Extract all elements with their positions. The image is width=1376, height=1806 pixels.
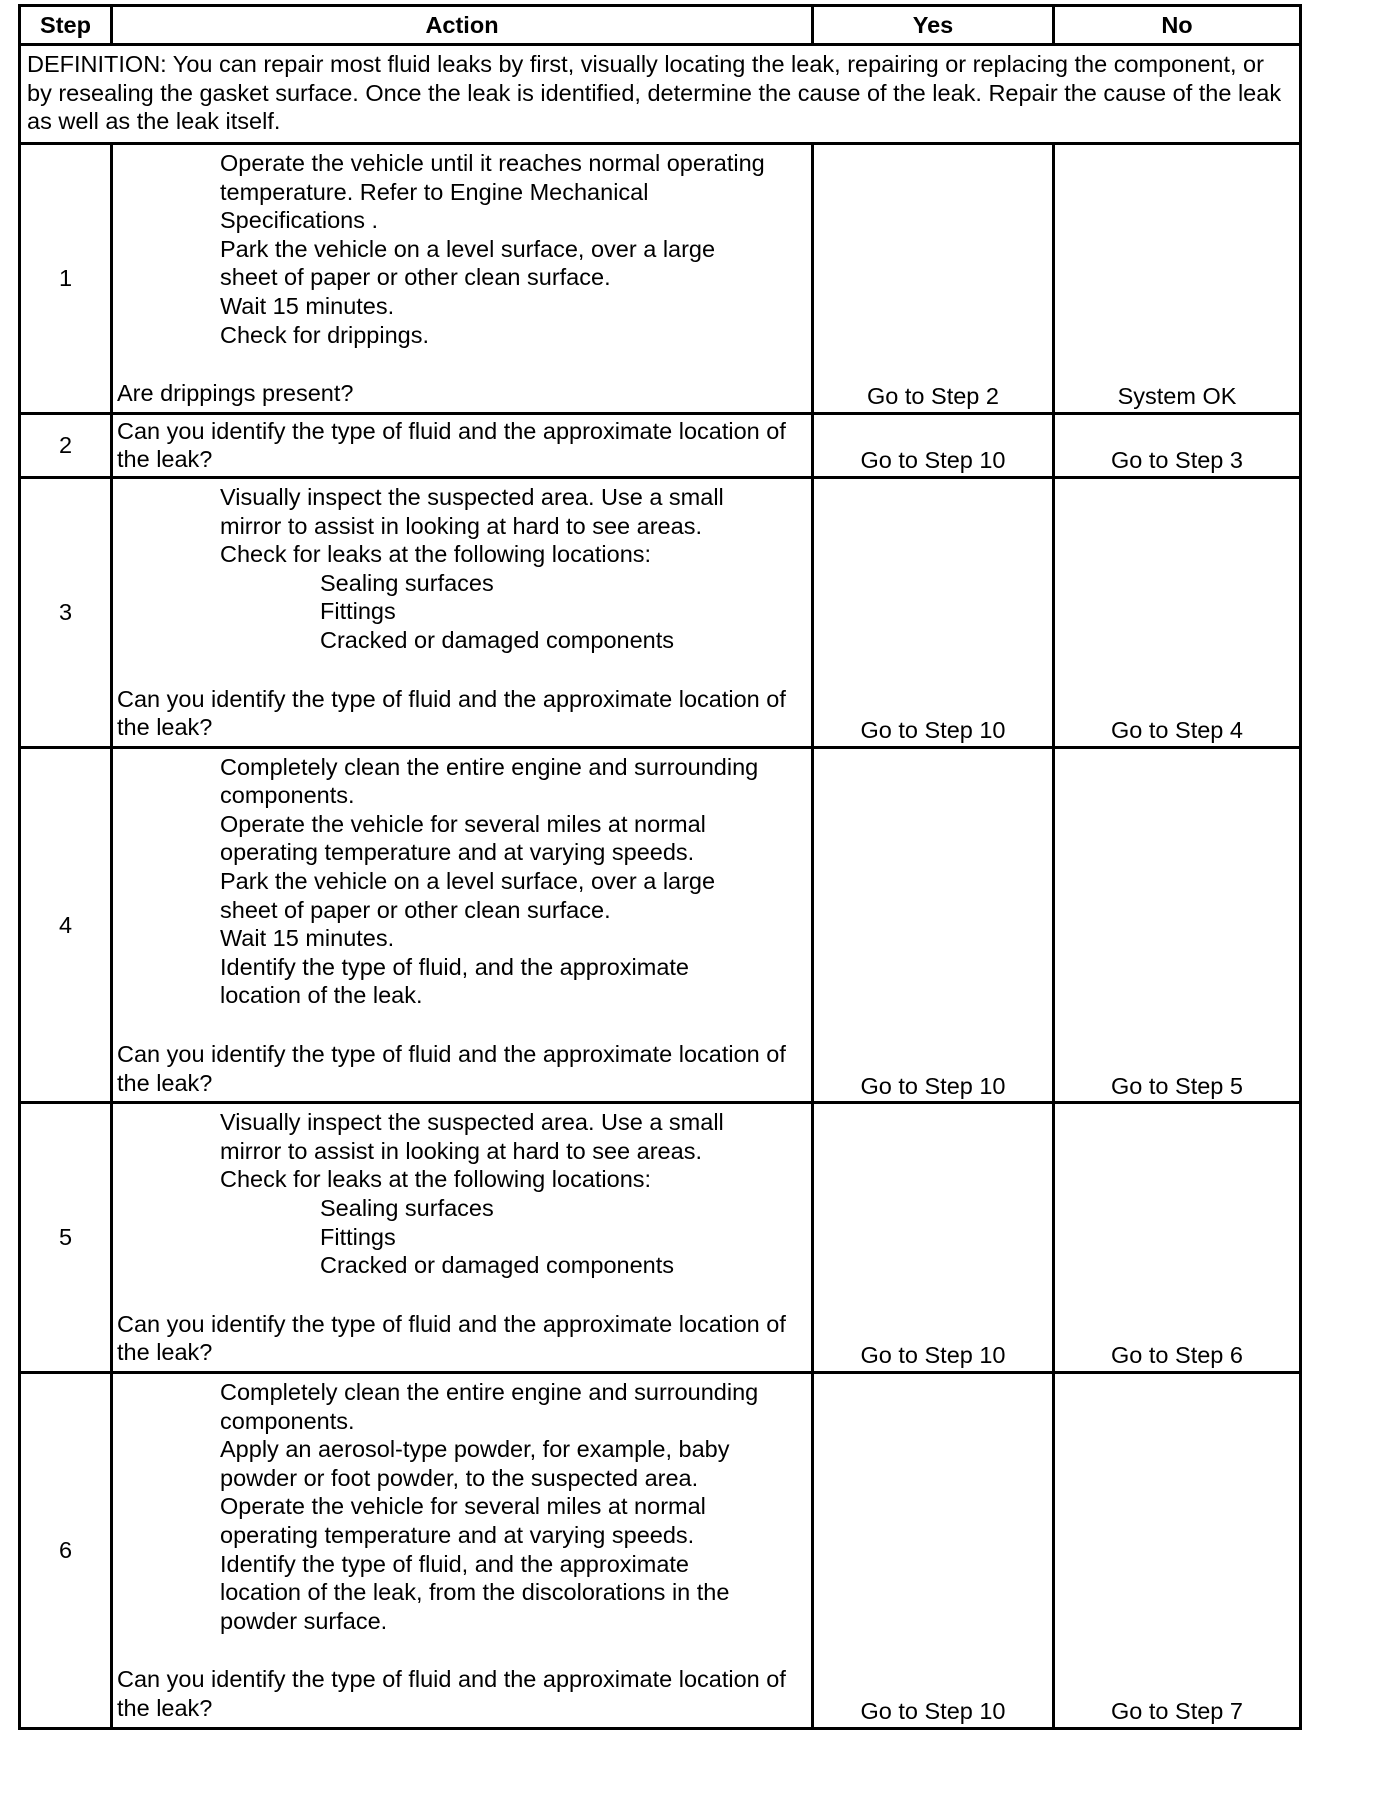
instruction-line: Completely clean the entire engine and surrounding xyxy=(220,753,759,780)
no-result: Go to Step 7 xyxy=(1054,1372,1301,1728)
no-result: Go to Step 5 xyxy=(1054,747,1301,1103)
instruction-line: mirror to assist in looking at hard to see areas. xyxy=(220,1137,702,1164)
instruction-line: components. xyxy=(220,1407,355,1434)
instruction-line: Check for leaks at the following locations: xyxy=(220,1166,652,1193)
diagnostic-table xyxy=(18,4,1302,1730)
action-instructions xyxy=(117,753,805,1010)
instruction-line: operating temperature and at varying speeds. xyxy=(220,1521,695,1548)
location-item: Fittings xyxy=(320,598,396,625)
instruction-line: Specifications . xyxy=(220,207,379,234)
instruction-line: Apply an aerosol-type powder, for example, baby xyxy=(220,1436,730,1463)
step-number: 5 xyxy=(20,1103,112,1373)
instruction-line: operating temperature and at varying speeds. xyxy=(220,839,695,866)
yes-result: Go to Step 10 xyxy=(813,1103,1054,1373)
step-row-3 xyxy=(20,477,1301,747)
instruction-line: sheet of paper or other clean surface. xyxy=(220,264,611,291)
step-number: 1 xyxy=(20,144,112,414)
step-row-6 xyxy=(20,1372,1301,1728)
instruction-line: sheet of paper or other clean surface. xyxy=(220,896,611,923)
instruction-line: Operate the vehicle for several miles at normal xyxy=(220,1493,706,1520)
instruction-line: Identify the type of fluid, and the approximate xyxy=(220,953,689,980)
instruction-line: Visually inspect the suspected area. Use a small xyxy=(220,483,724,510)
instruction-line: Operate the vehicle until it reaches normal operating xyxy=(220,150,765,176)
instruction-line: location of the leak. xyxy=(220,982,423,1009)
instruction-line: Wait 15 minutes. xyxy=(220,925,395,952)
instruction-line: Check for drippings. xyxy=(220,321,429,348)
definition-row xyxy=(20,45,1301,144)
header-yes: Yes xyxy=(813,6,1054,45)
instruction-line: powder or foot powder, to the suspected area. xyxy=(220,1464,699,1491)
no-result: Go to Step 6 xyxy=(1054,1103,1301,1373)
action-instructions xyxy=(117,1108,805,1280)
instruction-line: Visually inspect the suspected area. Use a small xyxy=(220,1109,724,1136)
location-item: Cracked or damaged components xyxy=(320,626,675,653)
step-row-2 xyxy=(20,413,1301,477)
header-step: Step xyxy=(20,6,112,45)
action-cell xyxy=(112,413,813,477)
action-question: Can you identify the type of fluid and the approximate location of the leak? xyxy=(117,1666,786,1721)
action-instructions xyxy=(117,149,805,349)
location-item: Fittings xyxy=(320,1223,396,1250)
action-instructions xyxy=(117,1378,805,1635)
instruction-line: mirror to assist in looking at hard to see areas. xyxy=(220,512,702,539)
step-number: 4 xyxy=(20,747,112,1103)
instruction-line: Wait 15 minutes. xyxy=(220,292,395,319)
step-row-1 xyxy=(20,144,1301,414)
location-item: Sealing surfaces xyxy=(320,569,494,596)
action-cell xyxy=(112,144,813,414)
action-cell xyxy=(112,477,813,747)
instruction-line: Completely clean the entire engine and surrounding xyxy=(220,1378,759,1405)
header-action: Action xyxy=(112,6,813,45)
definition-text: DEFINITION: You can repair most fluid leaks by first, visually locating the leak, repairing or replacing the component, or by resealing the gasket surface. Once the leak is identified, determine the cause of the leak. Repair the cause of the leak as well as the leak itself. xyxy=(20,45,1301,144)
instruction-line: Park the vehicle on a level surface, over a large xyxy=(220,868,716,895)
step-number: 3 xyxy=(20,477,112,747)
instruction-line: Operate the vehicle for several miles at normal xyxy=(220,810,706,837)
action-question: Are drippings present? xyxy=(117,380,354,407)
yes-result: Go to Step 10 xyxy=(813,1372,1054,1728)
instruction-line: powder surface. xyxy=(220,1607,388,1634)
instruction-line: location of the leak, from the discolorations in the xyxy=(220,1579,730,1606)
location-item: Cracked or damaged components xyxy=(320,1252,675,1279)
instruction-line: temperature. Refer to Engine Mechanical xyxy=(220,178,649,205)
no-result: System OK xyxy=(1054,144,1301,414)
step-number: 6 xyxy=(20,1372,112,1728)
action-instructions xyxy=(117,483,805,655)
step-row-5 xyxy=(20,1103,1301,1373)
instruction-line: Check for leaks at the following locations: xyxy=(220,541,652,568)
action-cell xyxy=(112,1103,813,1373)
yes-result: Go to Step 10 xyxy=(813,747,1054,1103)
yes-result: Go to Step 2 xyxy=(813,144,1054,414)
no-result: Go to Step 3 xyxy=(1054,413,1301,477)
instruction-line: Park the vehicle on a level surface, over a large xyxy=(220,235,716,262)
action-cell xyxy=(112,747,813,1103)
no-result: Go to Step 4 xyxy=(1054,477,1301,747)
header-no: No xyxy=(1054,6,1301,45)
location-item: Sealing surfaces xyxy=(320,1195,494,1221)
action-question: Can you identify the type of fluid and the approximate location of the leak? xyxy=(117,1310,786,1366)
action-question: Can you identify the type of fluid and the approximate location of the leak? xyxy=(117,1041,786,1096)
step-row-4 xyxy=(20,747,1301,1103)
yes-result: Go to Step 10 xyxy=(813,477,1054,747)
action-question: Can you identify the type of fluid and the approximate location of the leak? xyxy=(117,417,786,473)
instruction-line: Identify the type of fluid, and the approximate xyxy=(220,1550,689,1577)
instruction-line: components. xyxy=(220,782,355,809)
header-row xyxy=(20,6,1301,45)
yes-result: Go to Step 10 xyxy=(813,413,1054,477)
action-cell xyxy=(112,1372,813,1728)
action-question: Can you identify the type of fluid and the approximate location of the leak? xyxy=(117,685,786,741)
step-number: 2 xyxy=(20,413,112,477)
